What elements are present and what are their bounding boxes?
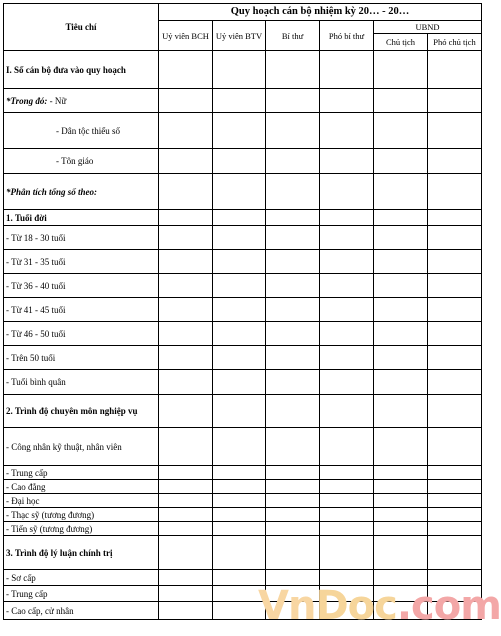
row-label: 3. Trình độ lý luận chính trị [4,536,159,570]
col-chutich: Chủ tịch [374,34,428,51]
row-label: - Cao cấp, cử nhân [4,602,159,620]
col-btv: Uỷ viên BTV [213,21,266,51]
row-label: - Công nhân kỹ thuật, nhân viên [4,428,159,466]
table-row [4,586,482,602]
table-row [4,494,482,508]
plan-title: Quy hoạch cán bộ nhiệm kỳ 20… - 20… [159,4,482,21]
table-row [4,113,482,149]
row-label: - Cao đẳng [4,480,159,494]
row-label: - Từ 46 - 50 tuổi [4,322,159,346]
ubnd-header: UBND [374,21,482,34]
row-label: - Thạc sỹ (tương đương) [4,508,159,522]
table-row [4,51,482,89]
row-label: 2. Trình độ chuyên môn nghiệp vụ [4,395,159,428]
row-label: - Từ 41 - 45 tuổi [4,298,159,322]
criteria-header: Tiêu chí [4,4,159,51]
table-row [4,89,482,113]
table-row [4,274,482,298]
table-row [4,522,482,536]
row-label: - Sơ cấp [4,570,159,586]
table-row [4,298,482,322]
table-row [4,536,482,570]
row-label: 1. Tuổi đời [4,210,159,226]
col-bch: Uỷ viên BCH [159,21,213,51]
planning-table [3,3,482,620]
table-row [4,428,482,466]
table-row [4,322,482,346]
table-row [4,508,482,522]
row-label [4,89,159,113]
table-row [4,395,482,428]
row-label: - Từ 36 - 40 tuổi [4,274,159,298]
table-row [4,466,482,480]
table-row [4,250,482,274]
table-row [4,370,482,395]
table-row [4,570,482,586]
row-label: - Trung cấp [4,466,159,480]
table-row [4,480,482,494]
row-label: - Trung cấp [4,586,159,602]
col-phochutich: Phó chủ tịch [428,34,482,51]
row-label: - Tôn giáo [4,149,159,174]
table-row [4,346,482,370]
row-label: *Phân tích tổng số theo: [4,174,159,210]
table-row [4,210,482,226]
vndoc-watermark: VnDoc.com [258,583,501,629]
col-bithu: Bí thư [266,21,320,51]
table-row [4,226,482,250]
table-row [4,602,482,620]
table-row [4,149,482,174]
row-label: - Đại học [4,494,159,508]
row-label: - Từ 31 - 35 tuổi [4,250,159,274]
row-label: - Dân tộc thiểu số [4,113,159,149]
table-row [4,174,482,210]
row-label: I. Số cán bộ đưa vào quy hoạch [4,51,159,89]
row-label: - Tuổi bình quân [4,370,159,395]
trongdo-label: *Trong đó: [6,95,48,106]
col-phobithu: Phó bí thư [320,21,374,51]
row-label: - Tiến sỹ (tương đương) [4,522,159,536]
row-label: - Trên 50 tuổi [4,346,159,370]
row-label: - Từ 18 - 30 tuổi [4,226,159,250]
nu-label: - Nữ [47,95,67,106]
